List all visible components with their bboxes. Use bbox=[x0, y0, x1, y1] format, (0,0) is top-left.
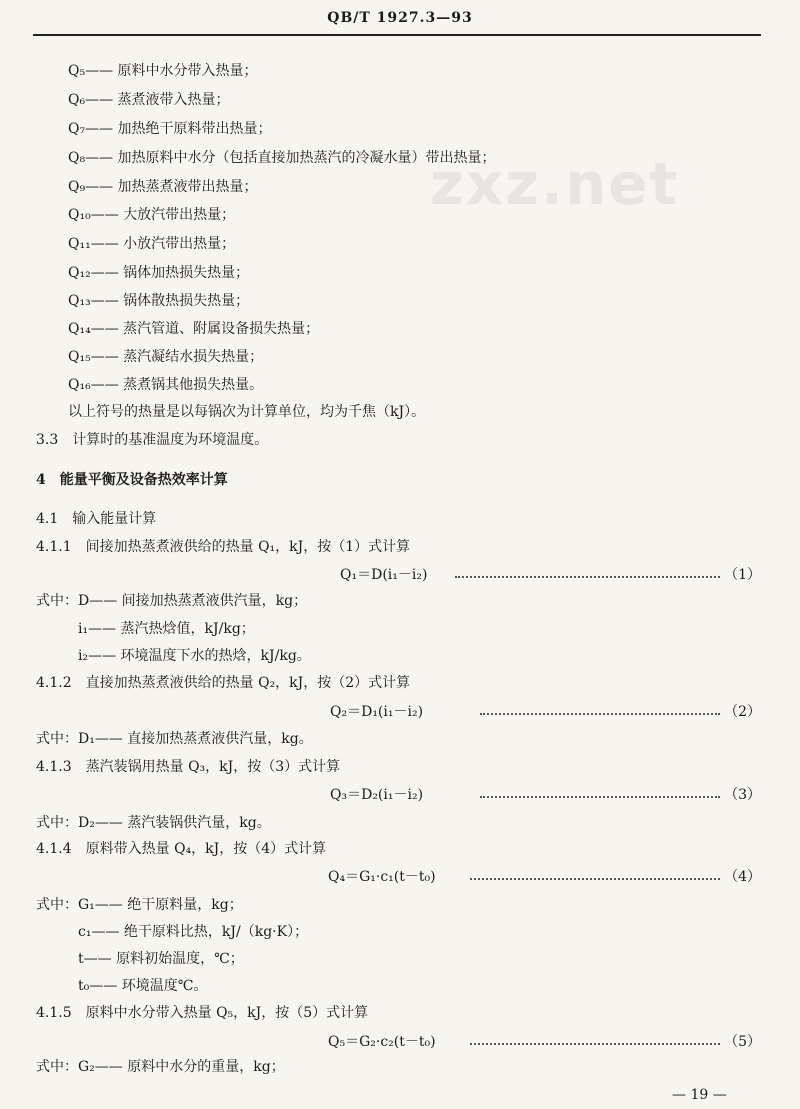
page-number: — 19 — bbox=[672, 1087, 727, 1103]
section-4-heading: 4 能量平衡及设备热效率计算 bbox=[36, 472, 228, 488]
leader-dots bbox=[480, 796, 720, 798]
symbol-def: Q₁₃—— 锅体散热损失热量； bbox=[68, 293, 250, 309]
equation-number: （5） bbox=[724, 1034, 761, 1050]
symbol-def: Q₅—— 原料中水分带入热量； bbox=[68, 63, 258, 79]
leader-dots bbox=[470, 878, 720, 880]
where-line: 式中：G₂—— 原料中水分的重量，kg； bbox=[36, 1059, 285, 1075]
where-line: i₂—— 环境温度下水的热焓，kJ/kg。 bbox=[78, 648, 311, 664]
where-line: t—— 原料初始温度，℃； bbox=[78, 951, 244, 967]
symbol-def: Q₇—— 加热绝干原料带出热量； bbox=[68, 121, 272, 137]
clause-4-1-3: 4.1.3 蒸汽装锅用热量 Q₃，kJ，按（3）式计算 bbox=[36, 759, 341, 775]
equation-formula: Q₃＝D₂(i₁－i₂) bbox=[330, 787, 424, 803]
equation-formula: Q₅＝G₂·c₂(t－t₀) bbox=[328, 1034, 436, 1050]
where-line: 式中：D₂—— 蒸汽装锅供汽量，kg。 bbox=[36, 815, 271, 831]
equation-formula: Q₁＝D(i₁－i₂) bbox=[340, 567, 428, 583]
equation-number: （2） bbox=[724, 704, 761, 720]
equation-4 bbox=[40, 866, 765, 884]
equation-3 bbox=[40, 784, 765, 802]
unit-note: 以上符号的热量是以每锅次为计算单位，均为千焦（kJ）。 bbox=[68, 404, 426, 420]
symbol-def: Q₁₀—— 大放汽带出热量； bbox=[68, 207, 236, 223]
clause-3-3: 3.3 计算时的基准温度为环境温度。 bbox=[36, 432, 269, 448]
where-line: 式中：D₁—— 直接加热蒸煮液供汽量，kg。 bbox=[36, 731, 313, 747]
symbol-def: Q₁₂—— 锅体加热损失热量； bbox=[68, 265, 250, 281]
equation-1 bbox=[40, 564, 765, 582]
equation-5 bbox=[40, 1031, 765, 1049]
symbol-def: Q₁₁—— 小放汽带出热量； bbox=[68, 236, 236, 252]
symbol-def: Q₁₄—— 蒸汽管道、附属设备损失热量； bbox=[68, 321, 320, 337]
leader-dots bbox=[470, 1043, 720, 1045]
clause-4-1-5: 4.1.5 原料中水分带入热量 Q₅，kJ，按（5）式计算 bbox=[36, 1005, 369, 1021]
where-line: i₁—— 蒸汽热焓值，kJ/kg； bbox=[78, 621, 255, 637]
header-rule bbox=[33, 34, 761, 36]
equation-2 bbox=[40, 701, 765, 719]
leader-dots bbox=[455, 576, 720, 578]
standard-number-header: QB/T 1927.3—93 bbox=[327, 10, 473, 26]
equation-number: （3） bbox=[724, 787, 761, 803]
symbol-def: Q₉—— 加热蒸煮液带出热量； bbox=[68, 179, 258, 195]
where-line: 式中：D—— 间接加热蒸煮液供汽量，kg； bbox=[36, 593, 308, 609]
equation-number: （1） bbox=[724, 567, 761, 583]
clause-4-1: 4.1 输入能量计算 bbox=[36, 511, 157, 527]
equation-number: （4） bbox=[724, 869, 761, 885]
symbol-def: Q₆—— 蒸煮液带入热量； bbox=[68, 92, 230, 108]
leader-dots bbox=[480, 713, 720, 715]
clause-4-1-2: 4.1.2 直接加热蒸煮液供给的热量 Q₂，kJ，按（2）式计算 bbox=[36, 675, 411, 691]
equation-formula: Q₄＝G₁·c₁(t－t₀) bbox=[328, 869, 436, 885]
where-line: 式中：G₁—— 绝干原料量，kg； bbox=[36, 897, 243, 913]
symbol-def: Q₈—— 加热原料中水分（包括直接加热蒸汽的冷凝水量）带出热量； bbox=[68, 150, 496, 166]
where-line: t₀—— 环境温度℃。 bbox=[78, 978, 208, 994]
symbol-def: Q₁₅—— 蒸汽凝结水损失热量； bbox=[68, 349, 264, 365]
clause-4-1-1: 4.1.1 间接加热蒸煮液供给的热量 Q₁，kJ，按（1）式计算 bbox=[36, 539, 411, 555]
watermark: zxz.net bbox=[430, 150, 680, 218]
where-line: c₁—— 绝干原料比热，kJ/（kg·K）； bbox=[78, 924, 309, 940]
clause-4-1-4: 4.1.4 原料带入热量 Q₄，kJ，按（4）式计算 bbox=[36, 841, 327, 857]
symbol-def: Q₁₆—— 蒸煮锅其他损失热量。 bbox=[68, 377, 264, 393]
equation-formula: Q₂＝D₁(i₁－i₂) bbox=[330, 704, 424, 720]
